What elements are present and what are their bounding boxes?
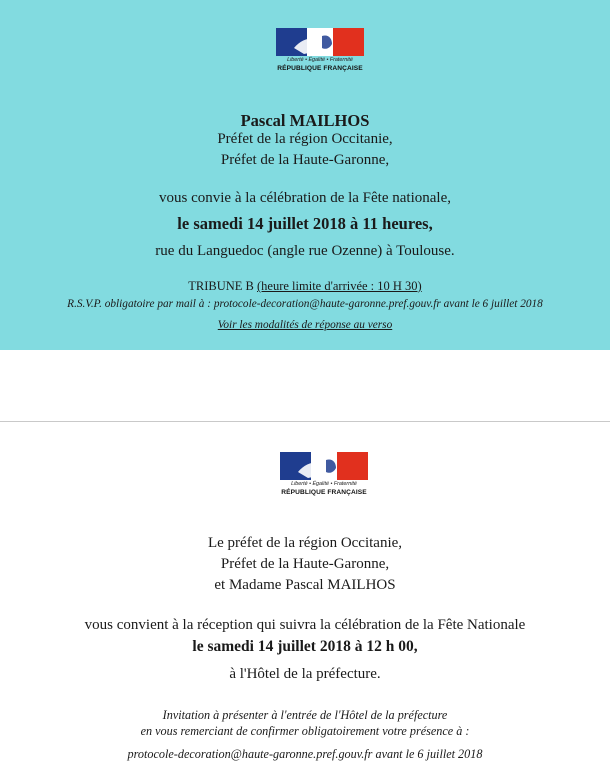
republic-motto: Liberté • Égalité • Fraternité <box>287 57 353 63</box>
reception-invite-text: vous convient à la réception qui suivra la célébration de la Fête Nationale <box>84 617 526 633</box>
host-title-2: Préfet de la Haute-Garonne, <box>220 152 390 168</box>
event-location: rue du Languedoc (angle rue Ozenne) à Toulouse. <box>155 243 455 259</box>
host-name: Pascal MAILHOS <box>240 111 370 130</box>
invite-text: vous convie à la célébration de la Fête nationale, <box>159 190 451 206</box>
republic-name: RÉPUBLIQUE FRANÇAISE <box>277 65 363 72</box>
tribune-info <box>0 279 610 294</box>
verso-link[interactable]: Voir les modalités de réponse au verso <box>217 319 393 331</box>
event-date-time: le samedi 14 juillet 2018 à 11 heures, <box>177 214 433 233</box>
invitation-card-ceremony <box>0 0 610 350</box>
marianne-flag-icon <box>276 28 364 56</box>
reception-deadline: avant le 6 juillet 2018 <box>375 747 483 761</box>
reception-email-row <box>0 747 610 762</box>
reception-location: à l'Hôtel de la préfecture. <box>229 666 381 682</box>
republic-motto: Liberté • Égalité • Fraternité <box>291 481 357 487</box>
host-title-1: Préfet de la région Occitanie, <box>217 131 393 147</box>
card-gap <box>0 350 610 422</box>
marianne-flag-icon <box>280 452 368 480</box>
rsvp-email[interactable]: protocole-decoration@haute-garonne.pref.gouv.fr <box>213 298 441 310</box>
reception-date-time: le samedi 14 juillet 2018 à 12 h 00, <box>192 638 418 655</box>
rsvp-label: R.S.V.P. obligatoire par mail à : <box>67 298 212 310</box>
verso-link-row <box>0 319 610 331</box>
host-line-2: Préfet de la Haute-Garonne, <box>220 556 390 572</box>
rsvp-line <box>0 298 610 310</box>
invitation-card-reception <box>0 422 610 767</box>
republic-name: RÉPUBLIQUE FRANÇAISE <box>281 489 367 496</box>
tribune-label: TRIBUNE B <box>188 279 254 293</box>
arrival-limit: (heure limite d'arrivée : 10 H 30) <box>257 279 422 293</box>
presentation-note-1: Invitation à présenter à l'entrée de l'Hôtel de la préfecture <box>162 708 448 722</box>
reception-email[interactable]: protocole-decoration@haute-garonne.pref.gouv.fr <box>127 747 373 761</box>
rsvp-deadline: avant le 6 juillet 2018 <box>443 298 543 310</box>
presentation-note-2: en vous remerciant de confirmer obligatoirement votre présence à : <box>140 724 470 738</box>
host-line-3: et Madame Pascal MAILHOS <box>214 577 396 593</box>
host-line-1: Le préfet de la région Occitanie, <box>207 535 403 551</box>
